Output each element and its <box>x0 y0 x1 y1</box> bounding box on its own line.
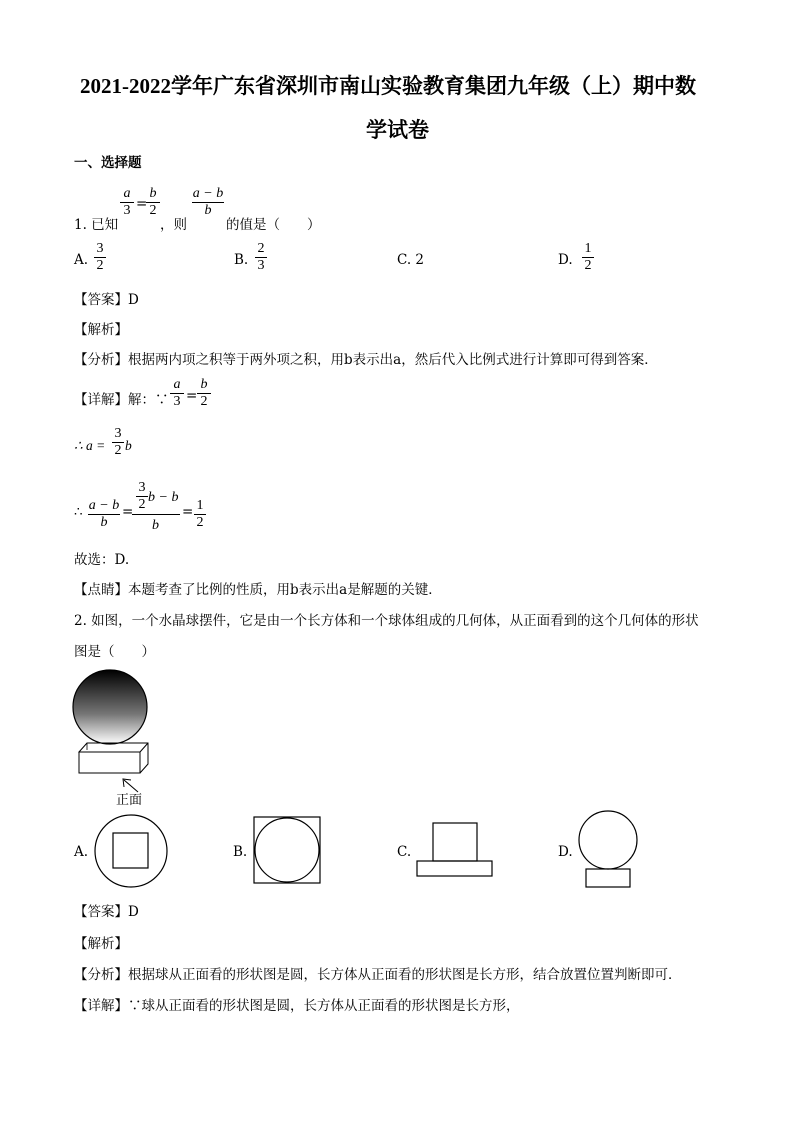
q1-step3-denominator: b <box>152 518 159 533</box>
square-shape <box>254 817 320 883</box>
rectangle-shape <box>586 869 630 887</box>
square-shape <box>433 823 477 861</box>
q2-stem-line2: 图是（ ） <box>74 644 155 660</box>
q1-analysis-head: 【解析】 <box>74 322 128 338</box>
cuboid-front-face <box>79 752 140 773</box>
q1-option-c: C. 2 <box>397 252 425 268</box>
q1-step2-fraction: 3 2 <box>112 426 124 459</box>
q2-detail: 【详解】∵球从正面看的形状图是圆，长方体从正面看的形状图是长方形， <box>74 998 520 1014</box>
q1-analysis: 【分析】根据两内项之积等于两外项之积，用b表示出a，然后代入比例式进行计算即可得到答案． <box>74 352 658 368</box>
q1-cond-equals: = <box>136 196 148 212</box>
q1-detail-label: 【详解】解：∵ <box>74 392 169 408</box>
q1-step3-equals: = <box>122 504 134 520</box>
q2-option-c-label: C. <box>397 844 412 860</box>
q1-expr-fraction: a − b b <box>192 186 224 218</box>
q2-option-d-label: D. <box>558 844 573 860</box>
q1-option-b-label: B. <box>234 252 249 268</box>
q1-detail-equals: = <box>186 388 198 404</box>
square-shape <box>113 833 148 868</box>
q2-option-a-label: A. <box>74 844 89 860</box>
q1-answer: 【答案】D <box>74 292 139 308</box>
q1-stem-start: 1. 已知 <box>74 217 119 233</box>
q1-option-b-fraction: 2 3 <box>255 241 267 274</box>
q2-option-b-label: B. <box>233 844 248 860</box>
q2-analysis-head: 【解析】 <box>74 936 128 952</box>
q1-step3-complex-fraction <box>132 480 180 540</box>
page-title-line2: 学试卷 <box>366 118 429 142</box>
q2-stem-line1: 2. 如图，一个水晶球摆件，它是由一个长方体和一个球体组成的几何体，从正面看到的这个几何体的形状 <box>74 613 699 629</box>
q2-option-a-figure <box>93 813 169 889</box>
q1-step3-inner-fraction: 3 2 <box>136 480 148 513</box>
q2-answer: 【答案】D <box>74 904 139 920</box>
front-view-label: 正面 <box>116 793 143 808</box>
q1-step3-main-bar <box>132 514 180 515</box>
sphere-shape <box>73 670 147 744</box>
q1-cond-left-fraction: a 3 <box>120 186 134 219</box>
circle-shape <box>255 818 319 882</box>
crystal-ball-figure <box>70 668 160 808</box>
q1-step3-prefix: ∴ <box>74 504 83 520</box>
circle-shape <box>95 815 167 887</box>
q1-step3-left-fraction: a − b b <box>88 498 120 530</box>
page-title-line1: 2021-2022学年广东省深圳市南山实验教育集团九年级（上）期中数 <box>80 74 696 98</box>
q1-detail-right-fraction: b 2 <box>197 377 211 410</box>
q1-stem-mid: ，则 <box>160 217 187 233</box>
q1-step3-result-fraction: 1 2 <box>194 498 206 531</box>
q2-option-d-figure <box>578 810 640 890</box>
q2-option-b-figure <box>253 816 321 884</box>
q2-option-c-figure <box>416 822 494 878</box>
q1-option-d-fraction: 1 2 <box>582 241 594 274</box>
q1-cond-right-fraction: b 2 <box>146 186 160 219</box>
circle-shape <box>579 811 637 869</box>
q1-option-a-fraction: 3 2 <box>94 241 106 274</box>
rectangle-shape <box>417 861 492 876</box>
q1-step3-equals2: = <box>182 504 194 520</box>
q1-comment: 【点睛】本题考查了比例的性质，用b表示出a是解题的关键． <box>74 582 442 598</box>
q1-step2-b: b <box>125 438 132 453</box>
q1-option-d-label: D. <box>558 252 573 268</box>
q1-choose: 故选：D. <box>74 552 130 568</box>
q1-step3-inner-tail: b − b <box>148 490 179 505</box>
q2-analysis: 【分析】根据球从正面看的形状图是圆，长方体从正面看的形状图是长方形，结合放置位置判断即可． <box>74 967 682 983</box>
q1-detail-left-fraction: a 3 <box>170 377 184 410</box>
q1-step2-prefix: ∴ a = <box>74 438 106 453</box>
q1-stem-tail: 的值是（ ） <box>226 217 321 233</box>
section-heading: 一、选择题 <box>74 155 142 171</box>
q1-option-a-label: A. <box>74 252 89 268</box>
